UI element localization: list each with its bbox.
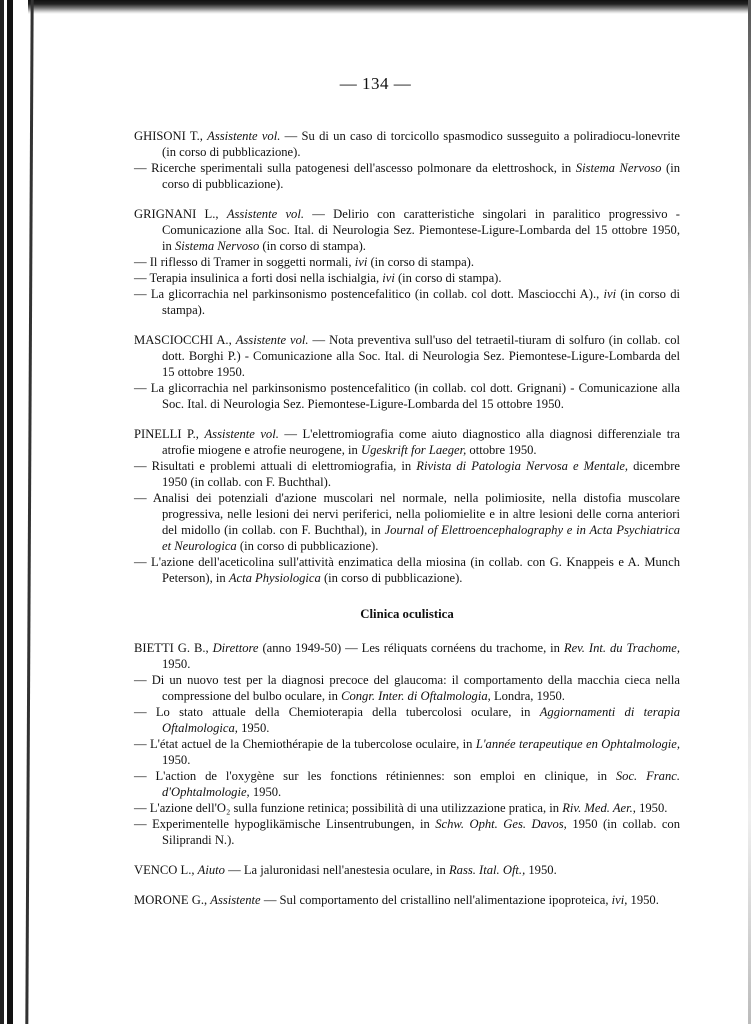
publication-text: — L'azione dell'O₂ sulla funzione retinica; possibilità di una utilizzazione pratica, in — [134, 801, 563, 815]
publication-text: — Ricerche sperimentali sulla patogenesi dell'ascesso polmonare da elettroshock, in — [134, 161, 576, 175]
publication-item — [134, 704, 680, 736]
publication-text: — L'état actuel de la Chemiothérapie de la tubercolose oculaire, in — [134, 737, 476, 751]
author-entry — [134, 892, 680, 908]
publication-journal: ivi — [382, 271, 395, 285]
publication-journal: Journal of Elettroencephalography e in Acta Psychiatrica et Neurologica — [162, 523, 680, 553]
author-role: Assistente vol. — [226, 207, 304, 221]
publication-journal: Ugeskrift for Laeger, — [360, 443, 467, 457]
publication-item — [134, 736, 680, 768]
author-entry — [134, 332, 680, 412]
publication-text: — Di un nuovo test per la diagnosi precoce del glaucoma: il comportamento della macchia cieca nella compressione del bulbo oculare, in — [134, 673, 680, 703]
author-role: Direttore — [212, 641, 259, 655]
publication-item — [134, 206, 680, 254]
publication-text: — La jaluronidasi nell'anestesia oculare, in — [228, 863, 449, 877]
publication-note: 1950. — [237, 721, 270, 735]
publication-journal: Sistema Nervoso — [575, 161, 662, 175]
publication-item — [134, 768, 680, 800]
publication-journal: Sistema Nervoso — [174, 239, 260, 253]
publication-note: ottobre 1950. — [466, 443, 537, 457]
publication-note: (in corso di stampa). — [367, 255, 474, 269]
publication-item — [134, 490, 680, 554]
publication-item — [134, 554, 680, 586]
publication-text: — Risultati e problemi attuali di elettromiografia, in — [134, 459, 417, 473]
publication-text: — La glicorrachia nel parkinsonismo postencefalitico (in collab. col dott. Masciocchi A)., — [134, 287, 604, 301]
publication-text: — Nota preventiva sull'uso del tetraetil-tiuram di solfuro (in collab. col dott. Borghi P.) - Comunicazione alla Soc. Ital. di Neurologia Sez. Piemontese-Ligure-Lombarda del 15 ottobre 1950. — [162, 333, 680, 379]
publication-text: — Il riflesso di Tramer in soggetti normali, — [134, 255, 355, 269]
publication-text: — Sul comportamento del cristallino nell'alimentazione ipoproteica, — [263, 893, 612, 907]
publication-journal: L'année terapeutique en Ophtalmologie, — [475, 737, 680, 751]
publication-journal: Rass. Ital. Oft., — [448, 863, 526, 877]
author-role: Aiuto — [197, 863, 225, 877]
publication-journal: ivi, — [611, 893, 628, 907]
publication-item — [134, 862, 680, 878]
publication-note: 1950. — [525, 863, 557, 877]
publication-note: 1950. — [162, 657, 191, 671]
author-name: VENCO L., — [134, 863, 195, 877]
publication-note: (in corso di stampa). — [259, 239, 366, 253]
author-role-note: (anno 1949-50) — [258, 641, 342, 655]
publication-text: — L'elettromiografia come aiuto diagnostico alla diagnosi differenziale tra atrofie miogene e atrofie neurogene, in — [162, 427, 681, 457]
author-name: GRIGNANI L., — [134, 207, 219, 221]
publication-note: 1950 (in collab. con Siliprandi N.). — [162, 817, 681, 847]
publication-journal: Aggiornamenti di terapia Oftalmologica, — [162, 705, 680, 735]
publication-text: — Lo stato attuale della Chemioterapia della tubercolosi oculare, in — [134, 705, 540, 719]
author-name: PINELLI P., — [134, 427, 199, 441]
author-role: Assistente vol. — [204, 427, 279, 441]
publication-note: (in corso di pubblicazione). — [162, 161, 681, 191]
publication-text: — L'action de l'oxygène sur les fonctions rétiniennes: son emploi en clinique, in — [134, 769, 616, 783]
author-role: Assistente — [210, 893, 261, 907]
author-name: MORONE G., — [134, 893, 208, 907]
scan-binding-edge — [0, 0, 4, 1024]
publication-item — [134, 816, 680, 848]
publication-note: dicembre 1950 (in collab. con F. Buchthal). — [162, 459, 680, 489]
publication-item — [134, 426, 680, 458]
publication-journal: Rev. Int. du Trachome, — [563, 641, 680, 655]
publication-item — [134, 800, 680, 816]
publication-text: — Delirio con caratteristiche singolari in paralitico progressivo - Comunicazione alla Soc. Ital. di Neurologia Sez. Piemontese-Ligure-Lombarda del 15 ottobre 1950, in — [162, 207, 680, 253]
publication-note: (in corso di stampa). — [162, 287, 680, 317]
publication-item — [134, 672, 680, 704]
author-name: MASCIOCCHI A., — [134, 333, 232, 347]
publication-journal: ivi — [603, 287, 617, 301]
publication-text: — Experimentelle hypoglikämische Linsentrubungen, in — [134, 817, 436, 831]
author-entry — [134, 862, 680, 878]
publication-journal: Schw. Opht. Ges. Davos, — [435, 817, 567, 831]
publication-text: — Les réliquats cornéens du trachome, in — [345, 641, 564, 655]
publication-text: — La glicorrachia nel parkinsonismo postencefalitico (in collab. col dott. Grignani) - Comunicazione alla Soc. Ital. di Neurologia Sez. Piemontese-Ligure-Lombarda del 15 ottobre 1950. — [134, 381, 680, 411]
scan-top-edge — [28, 0, 751, 14]
neurology-entries — [134, 128, 680, 586]
author-entry — [134, 128, 680, 192]
publication-item — [134, 332, 680, 380]
author-role: Assistente vol. — [207, 129, 281, 143]
publication-item — [134, 458, 680, 490]
publication-item — [134, 286, 680, 318]
page-number: — 134 — — [339, 74, 412, 93]
publication-note: 1950. — [249, 785, 282, 799]
publication-note: 1950. — [627, 893, 659, 907]
publication-item — [134, 380, 680, 412]
publication-item — [134, 160, 680, 192]
scan-binding-edge — [25, 0, 33, 1024]
publication-note: 1950. — [635, 801, 668, 815]
scan-binding-edge — [7, 0, 13, 1024]
publication-journal: Soc. Franc. d'Ophtalmologie, — [162, 769, 681, 799]
publication-text: — Su di un caso di torcicollo spasmodico susseguito a poliradiocu-lonevrite (in corso di pubblicazione). — [162, 129, 680, 159]
author-entry — [134, 206, 680, 318]
bibliography-body — [134, 128, 680, 922]
author-name: GHISONI T., — [134, 129, 203, 143]
publication-journal: ivi — [354, 255, 368, 269]
publication-item — [134, 128, 680, 160]
publication-text: — Analisi dei potenziali d'azione muscolari nel normale, nella polimiosite, nella distofia muscolare progressiva, nelle lesioni dei nervi periferici, nella poliomielite e in altre lesioni delle corna anteriori del midollo (in collab. con F. Buchthal), in — [134, 491, 680, 537]
publication-text: — Terapia insulinica a forti dosi nella ischialgia, — [134, 271, 383, 285]
author-role: Assistente vol. — [235, 333, 309, 347]
publication-note: (in corso di stampa). — [394, 271, 502, 285]
publication-note: 1950. — [162, 753, 191, 767]
author-entry — [134, 640, 680, 848]
author-name: BIETTI G. B., — [134, 641, 209, 655]
publication-item — [134, 640, 680, 672]
ophthalmology-entries — [134, 640, 680, 908]
publication-text: — L'azione dell'aceticolina sull'attività enzimatica della miosina (in collab. con G. Knappeis e A. Munch Peterson), in — [134, 555, 680, 585]
publication-journal: Riv. Med. Aer., — [562, 801, 636, 815]
publication-journal: Congr. Inter. di Oftalmologia, — [341, 689, 491, 703]
publication-item — [134, 270, 680, 286]
publication-journal: Rivista di Patologia Nervosa e Mentale, — [416, 459, 629, 473]
publication-journal: Acta Physiologica — [228, 571, 321, 585]
publication-note: Londra, 1950. — [490, 689, 565, 703]
publication-note: (in corso di pubblicazione). — [236, 539, 379, 553]
publication-note: (in corso di pubblicazione). — [320, 571, 463, 585]
author-entry — [134, 426, 680, 586]
publication-item — [134, 892, 680, 908]
publication-item — [134, 254, 680, 270]
section-title: Clinica oculistica — [360, 607, 454, 621]
